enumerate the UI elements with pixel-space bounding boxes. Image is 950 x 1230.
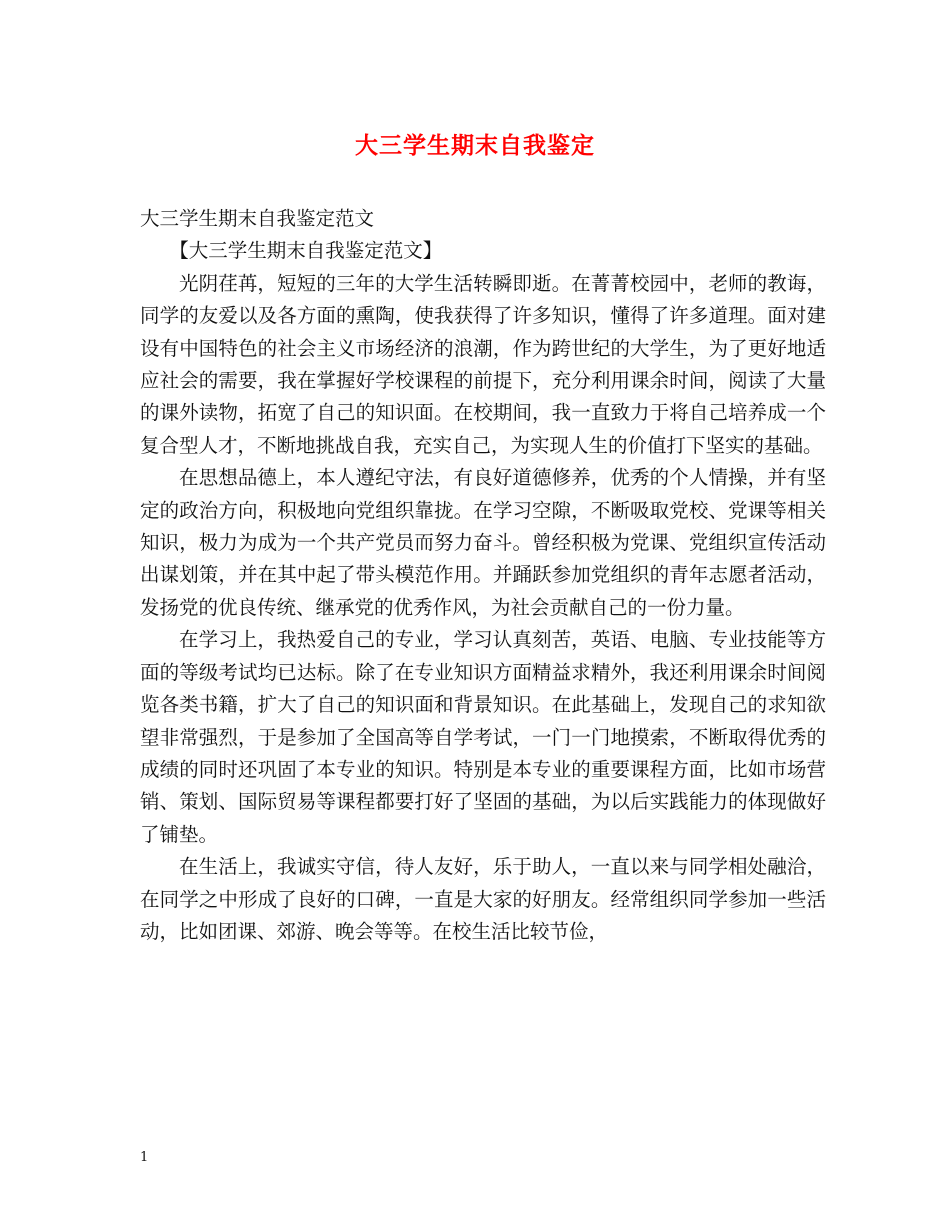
document-title: 大三学生期末自我鉴定 <box>355 133 595 159</box>
paragraph-intro: 光阴荏苒，短短的三年的大学生活转瞬即逝。在菁菁校园中，老师的教诲，同学的友爱以及各方面的熏陶，使我获得了许多知识，懂得了许多道理。面对建设有中国特色的社会主义市场经济的浪潮，作为跨世纪的大学生，为了更好地适应社会的需要，我在掌握好学校课程的前提下，充分利用课余时间，阅读了大量的课外读物，拓宽了自己的知识面。在校期间，我一直致力于将自己培养成一个复合型人才，不断地挑战自我，充实自己，为实现人生的价值打下坚实的基础。 <box>140 271 826 457</box>
page-number: 1 <box>140 1150 149 1165</box>
paragraph-study: 在学习上，我热爱自己的专业，学习认真刻苦，英语、电脑、专业技能等方面的等级考试均已达标。除了在专业知识方面精益求精外，我还利用课余时间阅览各类书籍，扩大了自己的知识面和背景知识。在此基础上，发现自己的求知欲望非常强烈，于是参加了全国高等自学考试，一门一门地摸索，不断取得优秀的成绩的同时还巩固了本专业的知识。特别是本专业的重要课程方面，比如市场营销、策划、国际贸易等课程都要打好了坚固的基础，为以后实践能力的体现做好了铺垫。 <box>140 628 826 846</box>
document-body <box>140 203 826 948</box>
document-subtitle: 大三学生期末自我鉴定范文 <box>140 207 375 230</box>
bracket-heading: 【大三学生期末自我鉴定范文】 <box>169 239 443 263</box>
paragraph-life: 在生活上，我诚实守信，待人友好，乐于助人，一直以来与同学相处融洽，在同学之中形成了良好的口碑，一直是大家的好朋友。经常组织同学参加一些活动，比如团课、郊游、晚会等等。在校生活比较节俭， <box>140 855 826 943</box>
paragraph-ideology: 在思想品德上，本人遵纪守法，有良好道德修养，优秀的个人情操，并有坚定的政治方向，积极地向党组织靠拢。在学习空隙，不断吸取党校、党课等相关知识，极力为成为一个共产党员而努力奋斗。曾经积极为党课、党组织宣传活动出谋划策，并在其中起了带头模范作用。并踊跃参加党组织的青年志愿者活动，发扬党的优良传统、继承党的优秀作风，为社会贡献自己的一份力量。 <box>140 466 826 619</box>
